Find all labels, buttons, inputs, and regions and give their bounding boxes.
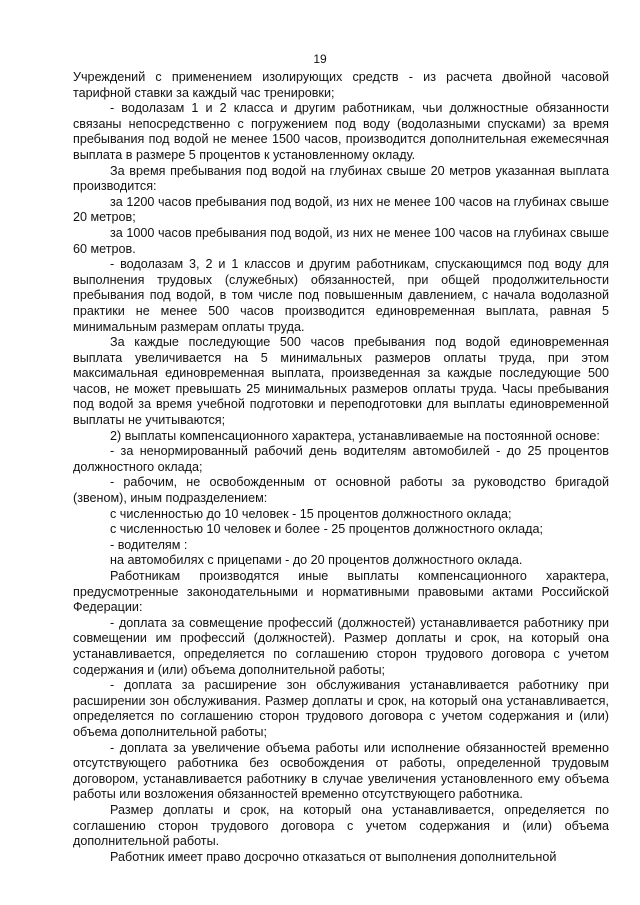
- paragraph: - доплата за расширение зон обслуживания устанавливается работнику при расширении зон обслуживания. Размер доплаты и срок, на который она устанавливается, определяется по соглашению сторон трудового договора с учетом содержания и (или) объема дополнительной работы;: [73, 678, 609, 739]
- paragraph: Работник имеет право досрочно отказаться от выполнения дополнительной: [110, 849, 557, 864]
- paragraph: Работникам производятся иные выплаты компенсационного характера, предусмотренные законодательными и нормативными правовыми актами Российской Федерации:: [73, 569, 609, 615]
- paragraph: - за ненормированный рабочий день водителям автомобилей - до 25 процентов должностного оклада;: [73, 444, 609, 474]
- paragraph: - водолазам 1 и 2 класса и другим работникам, чьи должностные обязанности связаны непосредственно с погружением под воду (водолазными спусками) за время пребывания под водой не менее 1500 часов, производится дополнительная ежемесячная выплата в размере 5 процентов к установленному окладу.: [73, 101, 609, 162]
- paragraph: За каждые последующие 500 часов пребывания под водой единовременная выплата увеличивается на 5 минимальных размеров оплаты труда, при этом максимальная единовременная выплата, произведенная за каждые последующие 500 часов, не может превышать 25 минимальных размеров оплаты труда. Часы пребывания под водой за время учебной подготовки и переподготовки для выплаты единовременной выплаты не учитываются;: [73, 335, 609, 428]
- paragraph: - водолазам 3, 2 и 1 классов и другим работникам, спускающимся под воду для выполнения трудовых (служебных) обязанностей, при общей продолжительности пребывания под водой, в том числе под повышенным давлением, с начала водолазной практики не менее 500 часов производится единовременная выплата, равная 5 минимальным размерам оплаты труда.: [73, 257, 609, 334]
- paragraph: 2) выплаты компенсационного характера, устанавливаемые на постоянной основе:: [110, 428, 600, 443]
- paragraph: - водителям :: [110, 537, 188, 552]
- document-body: [73, 70, 609, 865]
- paragraph: - рабочим, не освобожденным от основной работы за руководство бригадой (звеном), иным подразделением:: [73, 475, 609, 506]
- paragraph: на автомобилях с прицепами - до 20 процентов должностного оклада.: [110, 553, 523, 568]
- paragraph: с численностью до 10 человек - 15 процентов должностного оклада;: [110, 506, 512, 521]
- paragraph: Размер доплаты и срок, на который она устанавливается, определяется по соглашению сторон трудового договора с учетом содержания и (или) объема дополнительной работы.: [73, 802, 609, 849]
- paragraph: за 1000 часов пребывания под водой, из них не менее 100 часов на глубинах свыше 60 метров.: [73, 225, 609, 256]
- paragraph: За время пребывания под водой на глубинах свыше 20 метров указанная выплата производится:: [73, 163, 609, 194]
- paragraph: Учреждений с применением изолирующих средств - из расчета двойной часовой тарифной ставки за каждый час тренировки;: [73, 70, 609, 100]
- page-number: 19: [313, 52, 327, 66]
- paragraph: с численностью 10 человек и более - 25 процентов должностного оклада;: [110, 522, 543, 537]
- paragraph: за 1200 часов пребывания под водой, из них не менее 100 часов на глубинах свыше 20 метров;: [73, 194, 609, 225]
- paragraph: - доплата за совмещение профессий (должностей) устанавливается работнику при совмещении им профессий (должностей). Размер доплаты и срок, на который она устанавливается, определяется по соглашению сторон трудового договора с учетом содержания и (или) объема дополнительной работы;: [73, 615, 609, 677]
- paragraph: - доплата за увеличение объема работы или исполнение обязанностей временно отсутствующего работника без освобождения от работы, определенной трудовым договором, устанавливается работнику в случае увеличения установленного ему объема работы или возложения обязанностей временно отсутствующего работника.: [73, 740, 609, 802]
